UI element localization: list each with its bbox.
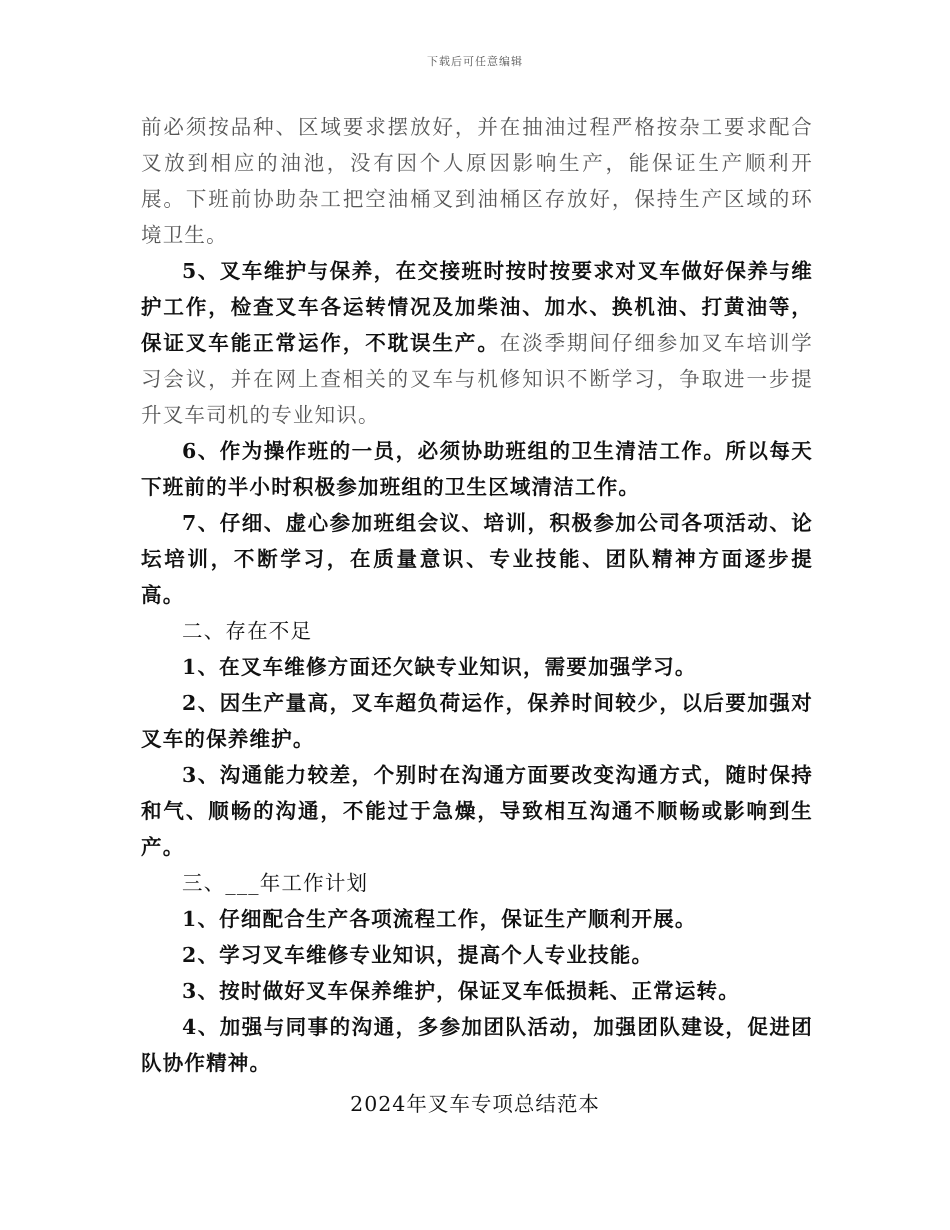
plan-item-1: 1、仔细配合生产各项流程工作，保证生产顺利开展。 <box>182 907 697 931</box>
shortcoming-item-2: 2、因生产量高，叉车超负荷运作，保养时间较少，以后要加强对叉车的保养维护。 <box>141 691 813 751</box>
paragraph-item-5 <box>141 253 813 433</box>
plan-item-3: 3、按时做好叉车保养维护，保证叉车低损耗、正常运转。 <box>182 979 740 1003</box>
paragraph-item-5-bold: 5、叉车维护与保养，在交接班时按时按要求对叉车做好保养与维护工作，检查叉车各运转情况及加柴油、加水、换机油、打黄油等，保证叉车能正常运作，不耽误生产。 <box>141 259 813 355</box>
header-note: 下载后可任意编辑 <box>427 55 523 68</box>
plan-item-4: 4、加强与同事的沟通，多参加团队活动，加强团队建设，促进团队协作精神。 <box>141 1015 813 1075</box>
shortcoming-item-1: 1、在叉车维修方面还欠缺专业知识，需要加强学习。 <box>182 655 697 679</box>
document-title: 2024年叉车专项总结范本 <box>350 1092 600 1116</box>
paragraph-continued: 前必须按品种、区域要求摆放好，并在抽油过程严格按杂工要求配合叉放到相应的油池，没有因个人原因影响生产，能保证生产顺利开展。下班前协助杂工把空油桶叉到油桶区存放好，保持生产区域的环境卫生。 <box>141 115 813 247</box>
shortcoming-item-3: 3、沟通能力较差，个别时在沟通方面要改变沟通方式，随时保持和气、顺畅的沟通，不能过于急燥，导致相互沟通不顺畅或影响到生产。 <box>141 763 813 859</box>
paragraph-item-5-rest: 在淡季期间仔细参加叉车培训学习会议，并在网上查相关的叉车与机修知识不断学习，争取进一步提升叉车司机的专业知识。 <box>141 331 813 427</box>
paragraph-item-6: 6、作为操作班的一员，必须协助班组的卫生清洁工作。所以每天下班前的半小时积极参加班组的卫生区域清洁工作。 <box>141 439 813 499</box>
plan-item-2: 2、学习叉车维修专业知识，提高个人专业技能。 <box>182 943 654 967</box>
paragraph-item-7: 7、仔细、虚心参加班组会议、培训，积极参加公司各项活动、论坛培训，不断学习，在质量意识、专业技能、团队精神方面逐步提高。 <box>141 511 813 607</box>
document-body <box>141 109 813 1081</box>
section-heading-plan: 三、___年工作计划 <box>182 871 369 895</box>
section-heading-shortcomings: 二、存在不足 <box>182 619 313 643</box>
